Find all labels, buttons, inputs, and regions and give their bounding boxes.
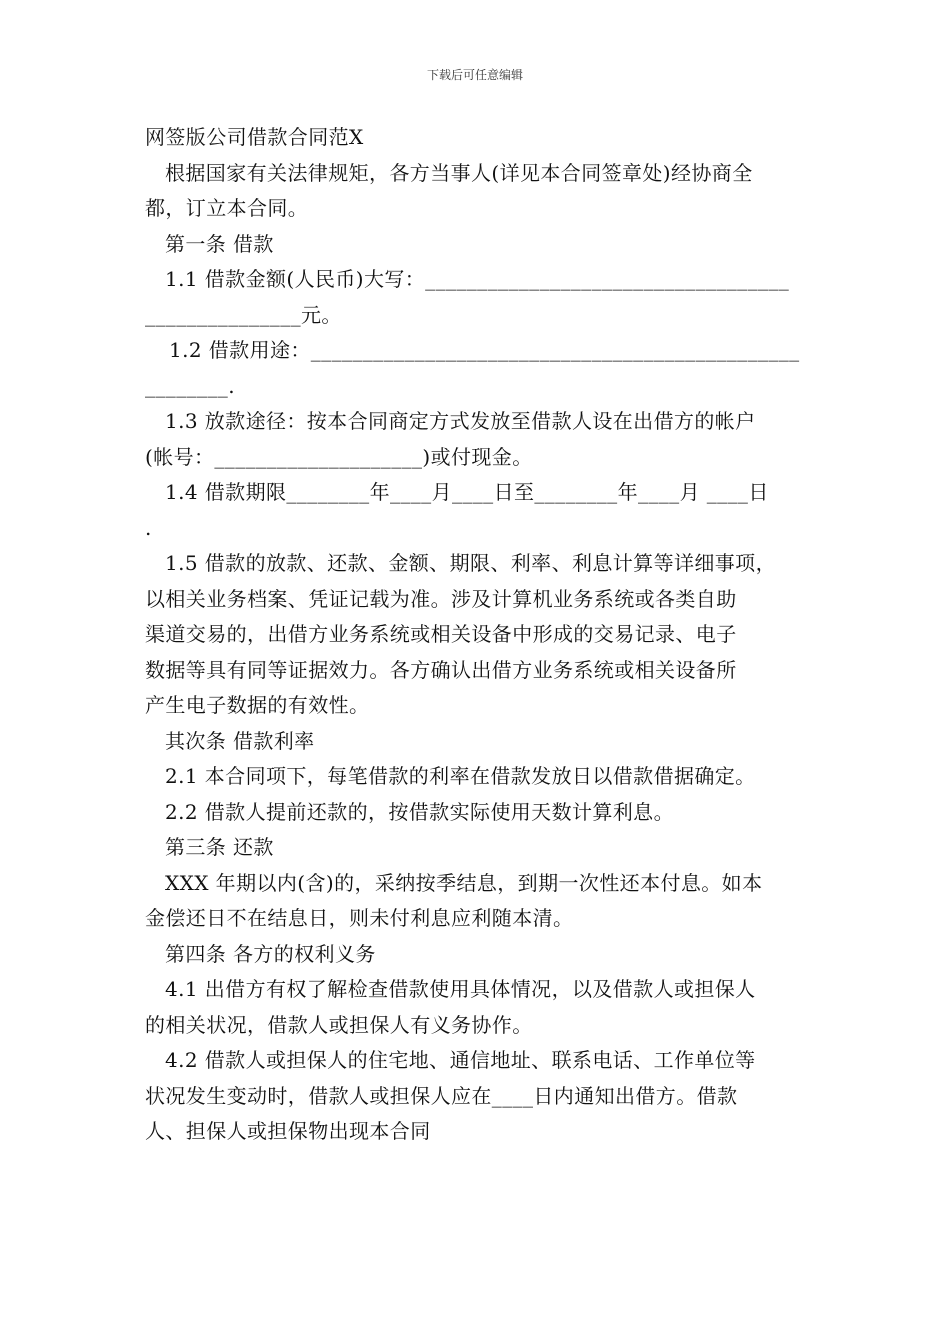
paragraph-line: XXX 年期以内(含)的，采纳按季结息，到期一次性还本付息。如本 <box>165 870 763 895</box>
paragraph-line: 金偿还日不在结息日，则未付利息应利随本清。 <box>145 906 574 930</box>
paragraph-line: 1.1 借款金额(人民币)大写：___________________________________ <box>165 267 790 291</box>
paragraph-line: ________. <box>145 373 235 398</box>
paragraph-line: 产生电子数据的有效性。 <box>145 693 370 717</box>
section-heading: 第三条 还款 <box>165 835 274 859</box>
paragraph-line: _______________元。 <box>145 302 342 327</box>
paragraph-line: (帐号：____________________)或付现金。 <box>145 444 533 469</box>
paragraph-line: 1.4 借款期限________年____月____日至________年____月 ____日 <box>165 480 769 504</box>
paragraph-line: 以相关业务档案、凭证记载为准。涉及计算机业务系统或各类自助 <box>145 586 737 611</box>
paragraph-line: 2.1 本合同项下，每笔借款的利率在借款发放日以借款借据确定。 <box>165 764 756 788</box>
paragraph-line: 渠道交易的，出借方业务系统或相关设备中形成的交易记录、电子 <box>145 622 737 646</box>
paragraph-line: 1.2 借款用途：_______________________________________________ <box>169 338 800 362</box>
paragraph-line: 都，订立本合同。 <box>145 196 309 220</box>
section-heading: 第一条 借款 <box>165 231 274 256</box>
paragraph-line: . <box>145 515 152 540</box>
paragraph-line: 根据国家有关法律规矩，各方当事人(详见本合同签章处)经协商全 <box>165 160 753 185</box>
paragraph-line: 4.2 借款人或担保人的住宅地、通信地址、联系电话、工作单位等 <box>165 1048 756 1072</box>
section-heading: 其次条 借款利率 <box>165 728 315 753</box>
paragraph-line: 数据等具有同等证据效力。各方确认出借方业务系统或相关设备所 <box>145 657 737 682</box>
paragraph-line: 1.5 借款的放款、还款、金额、期限、利率、利息计算等详细事项， <box>165 551 776 575</box>
paragraph-line: 的相关状况，借款人或担保人有义务协作。 <box>145 1012 533 1037</box>
section-heading: 第四条 各方的权利义务 <box>165 941 376 966</box>
paragraph-line: 1.3 放款途径：按本合同商定方式发放至借款人设在出借方的帐户 <box>165 409 756 433</box>
document-body <box>145 120 810 1150</box>
document-title: 网签版公司借款合同范X <box>145 125 364 149</box>
paragraph-line: 4.1 出借方有权了解检查借款使用具体情况，以及借款人或担保人 <box>165 977 756 1001</box>
paragraph-line: 2.2 借款人提前还款的，按借款实际使用天数计算利息。 <box>165 799 674 824</box>
page-header: 下载后可任意编辑 <box>426 68 523 82</box>
paragraph-line: 人、担保人或担保物出现本合同 <box>145 1119 431 1143</box>
paragraph-line: 状况发生变动时，借款人或担保人应在____日内通知出借方。借款 <box>145 1083 738 1108</box>
